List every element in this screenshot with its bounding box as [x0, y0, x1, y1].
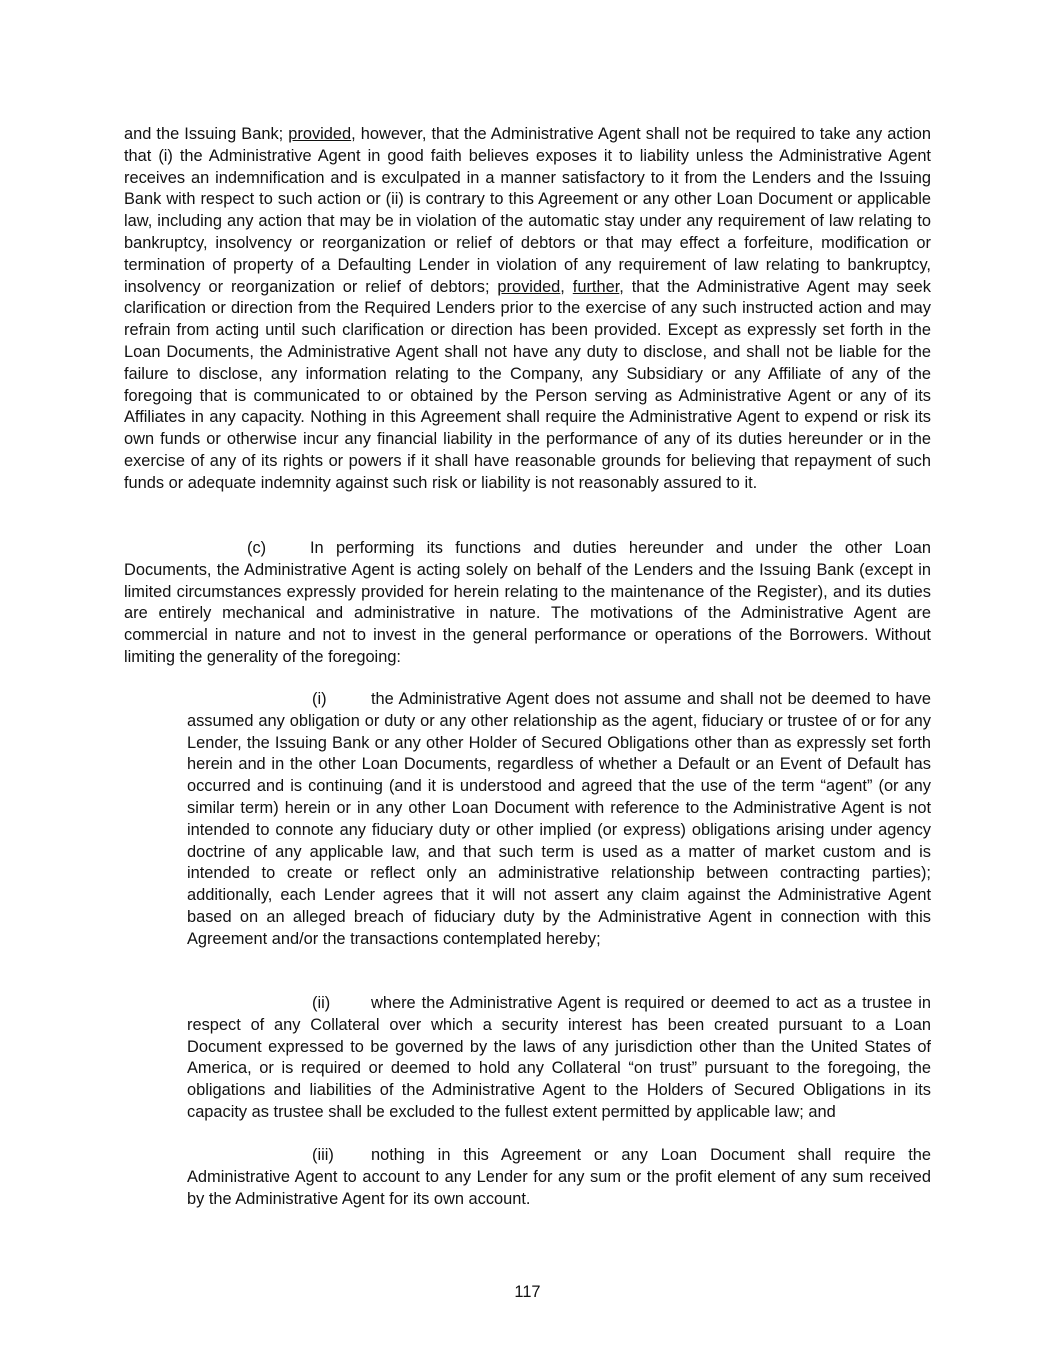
- paragraph-text: nothing in this Agreement or any Loan Document shall require the Administrative Agent to account to any Lender for any sum or the profit element of any sum received by the Administrative Agent for its own account.: [187, 1146, 931, 1208]
- provided-term: provided: [497, 277, 561, 296]
- paragraph-b-continuation: [124, 124, 931, 495]
- paragraph-text: , that the Administrative Agent may seek clarification or direction from the Required Lenders prior to the exercise of any such instructed action and may refrain from acting until such clarification or direction has been provided. Except as expressly set forth in the Loan Documents, the Administrative Agent shall not have any duty to disclose, and shall not be liable for the failure to disclose, any information relating to the Company, any Subsidiary or any Affiliate of any of the foregoing that is communicated to or obtained by the Person serving as Administrative Agent or any of its Affiliates in any capacity. Nothing in this Agreement shall require the Administrative Agent to expend or risk its own funds or otherwise incur any financial liability in the performance of any of its duties hereunder or in the exercise of any of its rights or powers if it shall have reasonable grounds for believing that repayment of such funds or adequate indemnity against such risk or liability is not reasonably assured to it.: [124, 277, 931, 492]
- further-term: further: [572, 277, 620, 296]
- paragraph-text: where the Administrative Agent is required or deemed to act as a trustee in respect of any Collateral over which a security interest has been created pursuant to a Loan Document expressed to be governed by the laws of any jurisdiction other than the United States of America, or is required or deemed to hold any Collateral “on trust” pursuant to the foregoing, the obligations and liabilities of the Administrative Agent to the Holders of Secured Obligations in its capacity as trustee shall be excluded to the fullest extent permitted by applicable law; and: [187, 994, 931, 1121]
- clause-label: (ii): [312, 994, 331, 1012]
- subclause-iii: [187, 1145, 931, 1210]
- clause-label: (i): [312, 690, 327, 708]
- subclause-i: [187, 689, 931, 951]
- paragraph-text: the Administrative Agent does not assume and shall not be deemed to have assumed any obligation or duty or any other relationship as the agent, fiduciary or trustee of or for any Lender, the Issuing Bank or any other Holder of Secured Obligations other than as expressly set forth herein and in the other Loan Documents, regardless of whether a Default or an Event of Default has occurred and is continuing (and it is understood and agreed that the use of the term “agent” (or any similar term) herein or in any other Loan Document with reference to the Administrative Agent is not intended to connote any fiduciary duty or other implied (or express) obligations arising under agency doctrine of any applicable law, and that such term is used as a matter of market custom and is intended to create or reflect only an administrative relationship between contracting parties); additionally, each Lender agrees that it will not assert any claim against the Administrative Agent based on an alleged breach of fiduciary duty by the Administrative Agent in connection with this Agreement and/or the transactions contemplated hereby;: [187, 690, 931, 948]
- clause-label: (c): [247, 539, 267, 557]
- paragraph-text: In performing its functions and duties hereunder and under the other Loan Documents, the Administrative Agent is acting solely on behalf of the Lenders and the Issuing Bank (except in limited circumstances expressly provided for herein relating to the maintenance of the Register), and its duties are entirely mechanical and administrative in nature. The motivations of the Administrative Agent are commercial in nature and not to invest in the general performance or operations of the Borrowers. Without limiting the generality of the foregoing:: [124, 539, 931, 666]
- page-number: 117: [514, 1283, 541, 1301]
- paragraph-text: , however, that the Administrative Agent shall not be required to take any action that (i) the Administrative Agent in good faith believes exposes it to liability unless the Administrative Agent receives an indemnification and is exculpated in a manner satisfactory to it from the Lenders and the Issuing Bank with respect to such action or (ii) is contrary to this Agreement or any other Loan Document or applicable law, including any action that may be in violation of the automatic stay under any requirement of law relating to bankruptcy, insolvency or reorganization or relief of debtors or that may effect a forfeiture, modification or termination of property of a Defaulting Lender in violation of any requirement of law relating to bankruptcy, insolvency or reorganization or relief of debtors;: [124, 125, 931, 296]
- paragraph-text: and the Issuing Bank;: [124, 125, 289, 143]
- clause-label: (iii): [312, 1146, 334, 1164]
- paragraph-text: ,: [560, 277, 573, 296]
- paragraph-c: [124, 538, 931, 669]
- subclause-ii: [187, 993, 931, 1124]
- provided-term: provided: [288, 125, 352, 143]
